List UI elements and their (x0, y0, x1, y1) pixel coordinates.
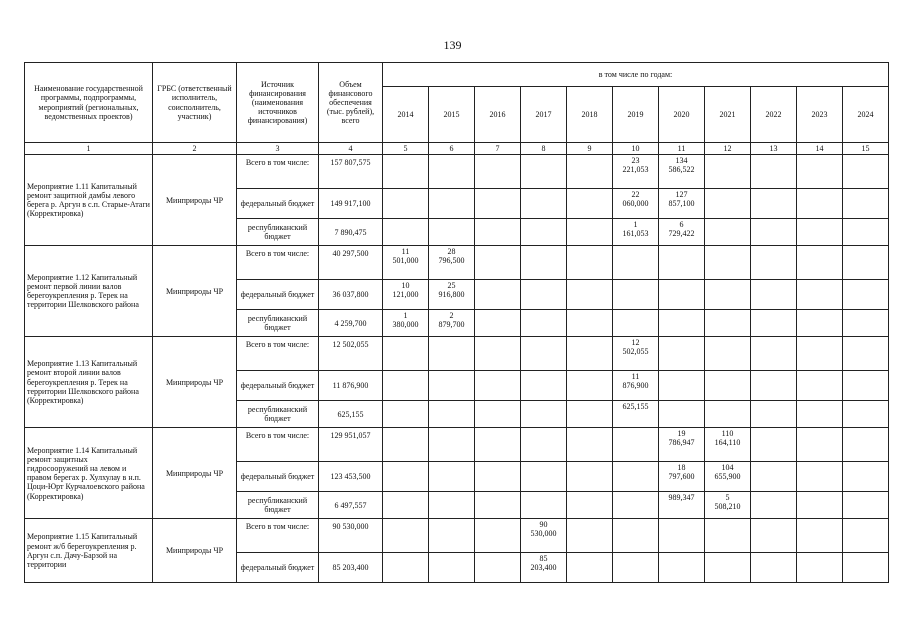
year-value-cell (521, 401, 567, 428)
year-value-cell (751, 155, 797, 189)
funding-source-cell: федеральный бюджет (237, 553, 319, 583)
funding-source-cell: федеральный бюджет (237, 189, 319, 219)
year-value-cell (797, 310, 843, 337)
year-value-cell (383, 428, 429, 462)
column-number: 14 (797, 143, 843, 155)
year-value-cell (751, 401, 797, 428)
year-value-cell (659, 553, 705, 583)
year-value-cell (843, 553, 889, 583)
year-value-cell (383, 155, 429, 189)
year-value-cell (705, 519, 751, 553)
year-value-cell: 28 796,500 (429, 246, 475, 280)
year-value-cell: 5 508,210 (705, 492, 751, 519)
year-value-cell (429, 553, 475, 583)
total-volume-cell: 11 876,900 (319, 371, 383, 401)
year-value-cell (475, 492, 521, 519)
year-header: 2024 (843, 87, 889, 143)
table-row (25, 246, 889, 280)
year-value-cell: 110 164,110 (705, 428, 751, 462)
col-header-years-group: в том числе по годам: (383, 63, 889, 87)
year-value-cell (751, 428, 797, 462)
year-header: 2017 (521, 87, 567, 143)
funding-source-cell: Всего в том числе: (237, 246, 319, 280)
total-volume-cell: 625,155 (319, 401, 383, 428)
year-value-cell (521, 337, 567, 371)
table-row (25, 428, 889, 462)
year-value-cell (751, 492, 797, 519)
year-value-cell (429, 155, 475, 189)
year-value-cell (613, 492, 659, 519)
column-number: 11 (659, 143, 705, 155)
year-value-cell: 19 786,947 (659, 428, 705, 462)
year-value-cell (521, 310, 567, 337)
year-value-cell (567, 462, 613, 492)
year-value-cell (429, 492, 475, 519)
year-value-cell (429, 519, 475, 553)
year-value-cell (475, 280, 521, 310)
column-number: 15 (843, 143, 889, 155)
column-number: 12 (705, 143, 751, 155)
year-value-cell (567, 492, 613, 519)
year-header: 2015 (429, 87, 475, 143)
year-value-cell (705, 280, 751, 310)
year-value-cell (475, 553, 521, 583)
year-value-cell: 25 916,800 (429, 280, 475, 310)
year-value-cell (429, 401, 475, 428)
budget-table (24, 62, 889, 583)
year-value-cell: 23 221,053 (613, 155, 659, 189)
year-value-cell (843, 371, 889, 401)
year-value-cell: 1 380,000 (383, 310, 429, 337)
year-value-cell (383, 553, 429, 583)
year-value-cell (521, 246, 567, 280)
year-value-cell (567, 310, 613, 337)
year-value-cell (567, 155, 613, 189)
year-header: 2019 (613, 87, 659, 143)
year-value-cell (521, 371, 567, 401)
year-value-cell (659, 401, 705, 428)
event-name: Мероприятие 1.12 Капитальный ремонт первой линии валов берегоукрепления р. Терек на территории Шелковского района (25, 246, 153, 337)
year-value-cell (843, 189, 889, 219)
year-value-cell (475, 310, 521, 337)
table-row (25, 337, 889, 371)
year-value-cell (429, 371, 475, 401)
year-value-cell (705, 401, 751, 428)
year-value-cell (705, 189, 751, 219)
year-value-cell (521, 280, 567, 310)
year-value-cell (521, 219, 567, 246)
year-value-cell: 22 060,000 (613, 189, 659, 219)
year-header: 2018 (567, 87, 613, 143)
year-value-cell (751, 371, 797, 401)
year-value-cell: 134 586,522 (659, 155, 705, 189)
year-value-cell (843, 337, 889, 371)
year-value-cell (613, 428, 659, 462)
total-volume-cell: 6 497,557 (319, 492, 383, 519)
year-value-cell (567, 337, 613, 371)
year-value-cell (383, 337, 429, 371)
grbs-cell: Минприроды ЧР (153, 337, 237, 428)
year-value-cell (659, 310, 705, 337)
funding-source-cell: федеральный бюджет (237, 371, 319, 401)
year-value-cell: 85 203,400 (521, 553, 567, 583)
year-value-cell (521, 462, 567, 492)
funding-source-cell: Всего в том числе: (237, 519, 319, 553)
year-value-cell (429, 189, 475, 219)
year-value-cell (843, 155, 889, 189)
grbs-cell: Минприроды ЧР (153, 155, 237, 246)
year-value-cell (475, 155, 521, 189)
year-value-cell (797, 371, 843, 401)
total-volume-cell: 4 259,700 (319, 310, 383, 337)
year-value-cell (843, 246, 889, 280)
year-value-cell (751, 189, 797, 219)
year-value-cell: 90 530,000 (521, 519, 567, 553)
year-value-cell (797, 462, 843, 492)
year-value-cell (659, 246, 705, 280)
year-value-cell: 127 857,100 (659, 189, 705, 219)
year-value-cell (705, 337, 751, 371)
year-value-cell (797, 492, 843, 519)
year-value-cell (797, 189, 843, 219)
year-value-cell (797, 155, 843, 189)
year-value-cell (475, 219, 521, 246)
page-crop-edge (0, 583, 905, 640)
total-volume-cell: 90 530,000 (319, 519, 383, 553)
total-volume-cell: 12 502,055 (319, 337, 383, 371)
column-number: 3 (237, 143, 319, 155)
year-value-cell: 989,347 (659, 492, 705, 519)
year-value-cell: 11 876,900 (613, 371, 659, 401)
event-name: Мероприятие 1.11 Капитальный ремонт защитной дамбы левого берега р. Аргун в с.п. Старые-Атаги (Корректировка) (25, 155, 153, 246)
year-value-cell (797, 519, 843, 553)
year-value-cell (567, 553, 613, 583)
funding-source-cell: федеральный бюджет (237, 462, 319, 492)
year-value-cell (751, 519, 797, 553)
year-value-cell (797, 401, 843, 428)
year-value-cell (567, 189, 613, 219)
event-name: Мероприятие 1.15 Капитальный ремонт ж/б берегоукрепления р. Аргун с.п. Дачу-Барзой на территории (25, 519, 153, 583)
year-value-cell: 2 879,700 (429, 310, 475, 337)
year-value-cell (705, 246, 751, 280)
year-value-cell (751, 219, 797, 246)
year-value-cell (429, 462, 475, 492)
year-value-cell (843, 519, 889, 553)
year-value-cell: 625,155 (613, 401, 659, 428)
year-value-cell (797, 280, 843, 310)
year-header: 2020 (659, 87, 705, 143)
year-value-cell: 104 655,900 (705, 462, 751, 492)
year-value-cell (475, 371, 521, 401)
year-value-cell (751, 462, 797, 492)
year-value-cell (429, 428, 475, 462)
total-volume-cell: 7 890,475 (319, 219, 383, 246)
grbs-cell: Минприроды ЧР (153, 519, 237, 583)
year-value-cell (751, 310, 797, 337)
total-volume-cell: 36 037,800 (319, 280, 383, 310)
year-value-cell (567, 519, 613, 553)
year-value-cell (521, 155, 567, 189)
funding-source-cell: республиканский бюджет (237, 492, 319, 519)
column-number: 5 (383, 143, 429, 155)
column-number: 9 (567, 143, 613, 155)
total-volume-cell: 123 453,500 (319, 462, 383, 492)
year-value-cell (475, 189, 521, 219)
total-volume-cell: 149 917,100 (319, 189, 383, 219)
year-value-cell (843, 401, 889, 428)
year-value-cell (843, 462, 889, 492)
year-value-cell (843, 310, 889, 337)
year-value-cell (475, 246, 521, 280)
year-value-cell (613, 246, 659, 280)
event-name: Мероприятие 1.14 Капитальный ремонт защитных гидросооружений на левом и правом берегах р. Хулхулау в н.п. Цоци-Юрт Курчалоевского района (Корректировка) (25, 428, 153, 519)
funding-source-cell: Всего в том числе: (237, 155, 319, 189)
total-volume-cell: 129 951,057 (319, 428, 383, 462)
year-value-cell (705, 553, 751, 583)
year-value-cell (843, 492, 889, 519)
year-value-cell: 1 161,053 (613, 219, 659, 246)
year-value-cell (613, 519, 659, 553)
year-value-cell: 6 729,422 (659, 219, 705, 246)
grbs-cell: Минприроды ЧР (153, 246, 237, 337)
col-header-source: Источник финансирования (наименования источников финансирования) (237, 63, 319, 143)
funding-source-cell: Всего в том числе: (237, 337, 319, 371)
year-value-cell (567, 428, 613, 462)
column-number: 13 (751, 143, 797, 155)
total-volume-cell: 40 297,500 (319, 246, 383, 280)
year-value-cell (383, 462, 429, 492)
total-volume-cell: 157 807,575 (319, 155, 383, 189)
year-value-cell (429, 337, 475, 371)
year-value-cell (751, 280, 797, 310)
year-value-cell (751, 337, 797, 371)
col-header-volume: Объем финансового обеспечения (тыс. рублей), всего (319, 63, 383, 143)
year-value-cell (659, 280, 705, 310)
year-value-cell (751, 553, 797, 583)
year-value-cell: 10 121,000 (383, 280, 429, 310)
table-row (25, 519, 889, 553)
funding-source-cell: Всего в том числе: (237, 428, 319, 462)
column-number: 4 (319, 143, 383, 155)
year-value-cell: 11 501,000 (383, 246, 429, 280)
column-number: 1 (25, 143, 153, 155)
year-value-cell (613, 553, 659, 583)
year-value-cell (613, 280, 659, 310)
year-value-cell (567, 246, 613, 280)
year-value-cell (705, 155, 751, 189)
year-value-cell (521, 492, 567, 519)
year-value-cell (659, 371, 705, 401)
table-row (25, 155, 889, 189)
year-value-cell (843, 219, 889, 246)
year-value-cell (843, 280, 889, 310)
funding-source-cell: республиканский бюджет (237, 219, 319, 246)
column-number: 2 (153, 143, 237, 155)
year-header: 2022 (751, 87, 797, 143)
year-value-cell (567, 401, 613, 428)
funding-source-cell: республиканский бюджет (237, 401, 319, 428)
total-volume-cell: 85 203,400 (319, 553, 383, 583)
year-value-cell (475, 337, 521, 371)
year-value-cell (475, 462, 521, 492)
year-value-cell (383, 519, 429, 553)
year-value-cell (613, 310, 659, 337)
year-value-cell (567, 280, 613, 310)
year-value-cell (383, 401, 429, 428)
year-value-cell (659, 519, 705, 553)
year-value-cell (705, 371, 751, 401)
year-value-cell (383, 492, 429, 519)
funding-source-cell: федеральный бюджет (237, 280, 319, 310)
year-header: 2014 (383, 87, 429, 143)
year-value-cell (383, 371, 429, 401)
year-header: 2016 (475, 87, 521, 143)
column-number: 10 (613, 143, 659, 155)
year-value-cell (613, 462, 659, 492)
year-value-cell (843, 428, 889, 462)
page-number: 139 (443, 38, 462, 52)
year-value-cell (521, 189, 567, 219)
year-header: 2023 (797, 87, 843, 143)
event-name: Мероприятие 1.13 Капитальный ремонт второй линии валов берегоукрепления р. Терек на территории Шелковского района (Корректировка) (25, 337, 153, 428)
funding-source-cell: республиканский бюджет (237, 310, 319, 337)
year-value-cell (567, 371, 613, 401)
column-number: 8 (521, 143, 567, 155)
column-number: 6 (429, 143, 475, 155)
year-value-cell (475, 519, 521, 553)
year-header: 2021 (705, 87, 751, 143)
year-value-cell (429, 219, 475, 246)
col-header-grbs: ГРБС (ответственный исполнитель, соисполнитель, участник) (153, 63, 237, 143)
column-number: 7 (475, 143, 521, 155)
year-value-cell (383, 219, 429, 246)
year-value-cell (475, 428, 521, 462)
year-value-cell (705, 219, 751, 246)
year-value-cell (383, 189, 429, 219)
grbs-cell: Минприроды ЧР (153, 428, 237, 519)
year-value-cell (521, 428, 567, 462)
year-value-cell: 18 797,600 (659, 462, 705, 492)
year-value-cell (797, 219, 843, 246)
year-value-cell (659, 337, 705, 371)
col-header-name: Наименование государственной программы, подпрограммы, мероприятий (региональных, ведомственных проектов) (25, 63, 153, 143)
year-value-cell (705, 310, 751, 337)
year-value-cell (567, 219, 613, 246)
year-value-cell: 12 502,055 (613, 337, 659, 371)
year-value-cell (797, 428, 843, 462)
year-value-cell (475, 401, 521, 428)
year-value-cell (797, 337, 843, 371)
year-value-cell (751, 246, 797, 280)
year-value-cell (797, 246, 843, 280)
year-value-cell (797, 553, 843, 583)
